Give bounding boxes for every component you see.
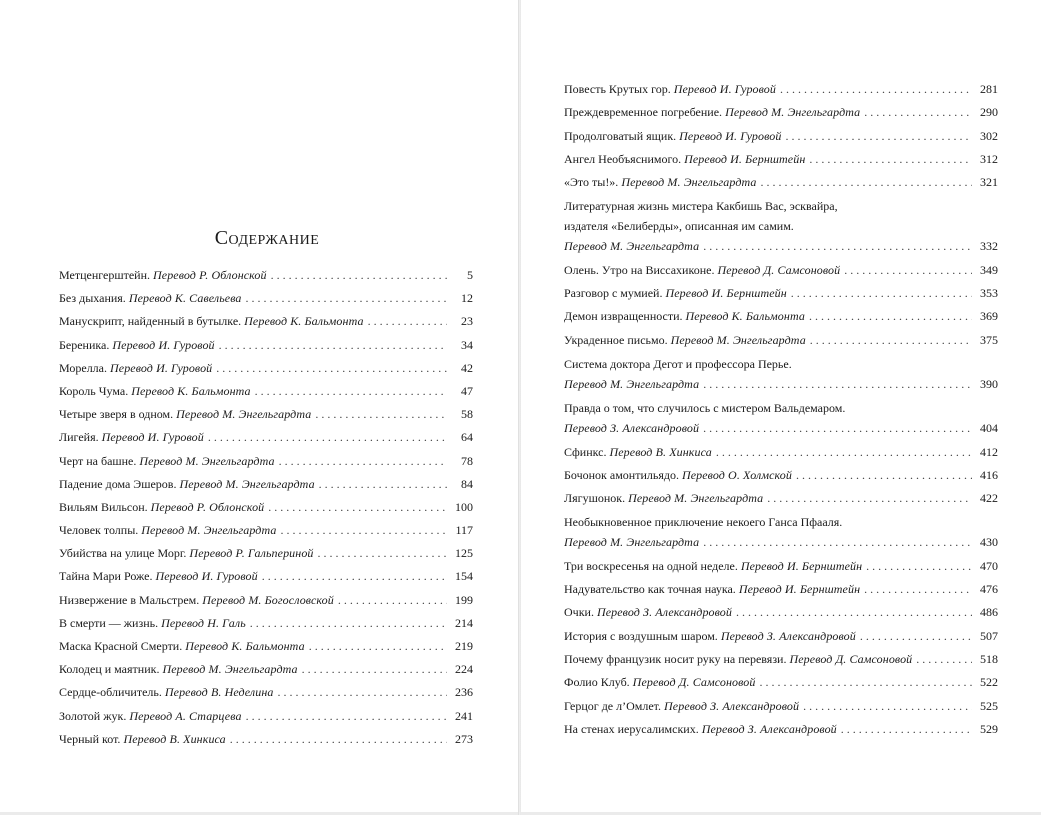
toc-entry <box>59 660 473 679</box>
toc-entry-translator: Перевод Р. Облонской <box>153 268 267 282</box>
leader-dots <box>318 544 447 563</box>
toc-entry-page: 100 <box>455 499 473 514</box>
toc-entry <box>564 557 998 576</box>
toc-entry <box>59 266 473 285</box>
toc-entry-line <box>59 382 473 401</box>
toc-entry-page: 78 <box>461 453 473 468</box>
leader-dots <box>309 637 447 656</box>
toc-entry-page: 390 <box>980 376 998 391</box>
toc-entry <box>564 627 998 646</box>
leader-dots <box>761 173 972 192</box>
toc-entry <box>564 398 998 438</box>
toc-entry-page: 430 <box>980 535 998 550</box>
toc-entry-line <box>564 580 998 599</box>
right-page <box>521 0 1041 812</box>
toc-entry-title: Лягушонок. <box>564 491 626 506</box>
toc-entry-title: Манускрипт, найденный в бутылке. <box>59 314 242 329</box>
toc-entry-line <box>59 614 473 633</box>
toc-entry-translator: Перевод И. Гуровой <box>679 128 782 143</box>
toc-entry-title-line: Правда о том, что случилось с мистером Вальдемаром. <box>564 401 846 416</box>
toc-entry-translator: Перевод К. Савельева <box>128 291 242 306</box>
toc-entry-title: Береника. <box>59 337 110 352</box>
leader-dots <box>246 289 447 308</box>
toc-entry <box>564 173 998 192</box>
toc-entry-title: Демон извращенности. <box>564 309 683 324</box>
toc-entry-title: Фолио Клуб. <box>564 675 630 690</box>
toc-entry-line <box>564 532 998 552</box>
leader-dots <box>866 557 972 576</box>
toc-entry-line <box>564 489 998 508</box>
toc-entry-line <box>564 603 998 622</box>
toc-entry-line <box>59 359 473 378</box>
toc-entry-translator: Перевод К. Бальмонта <box>685 309 805 324</box>
toc-entry-line <box>59 405 473 424</box>
toc-entry-title: Олень. Утро на Виссахиконе. <box>564 262 715 277</box>
toc-entry-title-line: издателя «Белиберды», описанная им самим. <box>564 219 794 234</box>
toc-entry-title: Продолговатый ящик. <box>564 128 677 143</box>
toc-entry-line <box>564 557 998 576</box>
toc-entry-title: Ангел Необъяснимого. <box>564 151 682 166</box>
toc-entry-line <box>59 683 473 702</box>
toc-entry-translator: Перевод З. Александровой <box>720 628 856 643</box>
toc-entry-page: 219 <box>455 639 473 653</box>
toc-entry-title-line: Литературная жизнь мистера Какбишь Вас, эсквайра, <box>564 199 838 214</box>
toc-entry-line <box>564 443 998 462</box>
toc-entry-page: 290 <box>980 105 998 120</box>
toc-entry <box>564 720 998 739</box>
toc-entry-page: 525 <box>980 698 998 713</box>
toc-entry-page: 214 <box>455 615 473 630</box>
toc-entry <box>59 336 473 355</box>
toc-entry-line <box>564 261 998 280</box>
toc-entry-title: «Это ты!». <box>564 175 619 190</box>
toc-entry <box>564 150 998 169</box>
toc-entry-page: 529 <box>980 721 998 736</box>
toc-entry-line <box>59 289 473 308</box>
toc-entry-title: Сердце-обличитель. <box>59 685 162 700</box>
toc-entry-line <box>59 452 473 471</box>
leader-dots <box>255 382 447 401</box>
toc-entry-page: 518 <box>980 651 998 666</box>
toc-entry-line <box>564 103 998 122</box>
toc-entry-line <box>59 544 473 563</box>
toc-entry-translator: Перевод Р. Облонской <box>150 499 265 514</box>
toc-entry <box>564 673 998 692</box>
toc-entry-title: Почему французик носит руку на перевязи. <box>564 651 787 666</box>
toc-entry-translator: Перевод А. Старцева <box>129 708 242 723</box>
toc-entry <box>59 289 473 308</box>
toc-entry-translator: Перевод И. Бернштейн <box>740 558 863 573</box>
leader-dots <box>809 150 972 169</box>
leader-dots <box>315 405 447 424</box>
toc-entry-line <box>564 127 998 146</box>
leader-dots <box>279 452 447 471</box>
leader-dots <box>302 660 447 679</box>
toc-entry-page: 64 <box>461 430 473 445</box>
leader-dots <box>280 521 447 540</box>
toc-entry-title: Вильям Вильсон. <box>59 499 148 514</box>
toc-entry-translator: Перевод И. Гуровой <box>112 337 215 352</box>
toc-entry-title: Маска Красной Смерти. <box>59 639 183 653</box>
toc-entry-page: 224 <box>455 662 473 677</box>
toc-entry-line <box>564 650 998 669</box>
toc-entry-page: 125 <box>455 546 473 561</box>
toc-entry <box>59 475 473 494</box>
toc-entry <box>564 603 998 622</box>
toc-entry-title: Герцог де л’Омлет. <box>564 698 662 713</box>
leader-dots <box>319 475 447 494</box>
toc-entry-translator: Перевод Д. Самсоновой <box>789 651 913 666</box>
toc-entry-line <box>564 80 998 99</box>
toc-entry <box>59 544 473 563</box>
toc-entry-title: Сфинкс. <box>564 444 607 459</box>
toc-entry-line <box>564 673 998 692</box>
leader-dots <box>803 697 972 716</box>
toc-entry <box>59 405 473 424</box>
leader-dots <box>860 627 972 646</box>
toc-entry-page: 522 <box>980 675 998 690</box>
toc-entry-line <box>564 307 998 326</box>
leader-dots <box>368 312 447 331</box>
leader-dots <box>262 567 447 586</box>
leader-dots <box>759 673 972 692</box>
toc-entry-page: 84 <box>461 476 473 491</box>
toc-entry-title: Человек толпы. <box>59 523 139 538</box>
toc-entry-line <box>564 236 998 256</box>
left-page <box>0 0 518 812</box>
toc-entry <box>564 261 998 280</box>
toc-entry-translator: Перевод Р. Гальпериной <box>189 546 314 561</box>
toc-entry-title: Без дыхания. <box>59 291 126 306</box>
toc-entry-translator: Перевод М. Энгельгардта <box>139 453 275 468</box>
leader-dots <box>230 730 447 749</box>
toc-entry-page: 58 <box>461 407 473 422</box>
leader-dots <box>278 683 447 702</box>
toc-entry-line <box>564 173 998 192</box>
toc-entry-line <box>59 312 473 331</box>
toc-entry-translator: Перевод И. Гуровой <box>673 82 776 96</box>
toc-entry-page: 375 <box>980 332 998 347</box>
toc-entry-translator: Перевод М. Энгельгардта <box>670 332 806 347</box>
toc-entry-page: 199 <box>455 592 473 607</box>
toc-entry <box>564 443 998 462</box>
leader-dots <box>246 707 447 726</box>
toc-entry-translator: Перевод Д. Самсоновой <box>717 262 841 277</box>
toc-entry-page: 422 <box>980 491 998 506</box>
leader-dots <box>864 580 972 599</box>
toc-entry-page: 42 <box>461 360 473 375</box>
toc-entry-page: 486 <box>980 605 998 620</box>
toc-entry-translator: Перевод М. Энгельгардта <box>176 407 312 422</box>
toc-entry-translator: Перевод И. Бернштейн <box>665 286 787 301</box>
leader-dots <box>219 336 447 355</box>
toc-entry-title: В смерти — жизнь. <box>59 615 159 630</box>
toc-entry-page: 302 <box>980 128 998 143</box>
toc-entry-translator: Перевод В. Неделина <box>164 685 274 700</box>
leader-dots <box>809 307 972 326</box>
toc-entry-line <box>59 660 473 679</box>
toc-entry-page: 47 <box>461 383 473 398</box>
toc-entry <box>59 312 473 331</box>
toc-entry-page: 312 <box>980 151 998 166</box>
leader-dots <box>703 374 972 394</box>
toc-entry <box>59 730 473 749</box>
leader-dots <box>703 236 972 256</box>
toc-entry-line <box>564 284 998 303</box>
leader-dots <box>785 127 972 146</box>
toc-entry-line <box>59 336 473 355</box>
toc-entry-line <box>59 707 473 726</box>
toc-entry-title: Морелла. <box>59 360 107 375</box>
toc-entry-translator: Перевод М. Энгельгардта <box>628 491 764 506</box>
toc-entry-translator: Перевод З. Александровой <box>701 721 837 736</box>
toc-entry <box>59 521 473 540</box>
toc-entry-title: Убийства на улице Морг. <box>59 546 187 561</box>
toc-entry-page: 273 <box>455 731 473 746</box>
toc-entry-translator: Перевод М. Энгельгардта <box>621 175 757 190</box>
toc-entry-line <box>564 418 998 438</box>
toc-entry-translator: Перевод З. Александровой <box>596 605 733 620</box>
toc-entry <box>59 591 473 610</box>
toc-entry-title: История с воздушным шаром. <box>564 628 718 643</box>
toc-entry-title: Повесть Крутых гор. <box>564 82 671 96</box>
toc-entry-page: 12 <box>461 291 473 306</box>
leader-dots <box>250 614 447 633</box>
toc-entry-title: Низвержение в Мальстрем. <box>59 592 200 607</box>
toc-list-right <box>564 80 998 743</box>
toc-entry-line <box>59 637 473 656</box>
leader-dots <box>208 428 447 447</box>
toc-entry-title: Надувательство как точная наука. <box>564 582 736 597</box>
toc-entry-line <box>59 428 473 447</box>
toc-entry-title: Украденное письмо. <box>564 332 668 347</box>
toc-entry-line <box>564 331 998 350</box>
toc-entry-translator: Перевод М. Богословской <box>202 592 334 607</box>
toc-entry-line <box>59 498 473 517</box>
toc-entry-title-line: Система доктора Дегот и профессора Перье. <box>564 356 792 371</box>
toc-entry <box>564 307 998 326</box>
toc-entry-line <box>564 374 998 394</box>
leader-dots <box>716 443 972 462</box>
toc-entry-translator: Перевод Н. Галь <box>161 615 246 630</box>
toc-entry <box>564 284 998 303</box>
leader-dots <box>703 532 972 552</box>
toc-entry-title: Четыре зверя в одном. <box>59 407 174 422</box>
toc-entry-page: 281 <box>980 82 998 96</box>
leader-dots <box>844 261 972 280</box>
toc-entry-line <box>564 697 998 716</box>
toc-entry-line <box>59 266 473 285</box>
toc-entry-page: 476 <box>980 582 998 597</box>
leader-dots <box>864 103 972 122</box>
leader-dots <box>338 591 447 610</box>
leader-dots <box>271 266 447 285</box>
toc-entry-translator: Перевод З. Александровой <box>564 421 700 436</box>
toc-entry-title: Три воскресенья на одной неделе. <box>564 558 738 573</box>
leader-dots <box>916 650 972 669</box>
toc-entry-page: 404 <box>980 421 998 436</box>
leader-dots <box>703 418 972 438</box>
leader-dots <box>780 80 972 99</box>
toc-entry <box>564 331 998 350</box>
toc-entry-page: 412 <box>980 444 998 459</box>
toc-entry <box>564 489 998 508</box>
toc-entry <box>59 614 473 633</box>
toc-entry-translator: Перевод И. Гуровой <box>101 430 204 445</box>
toc-entry-translator: Перевод М. Энгельгардта <box>564 239 700 254</box>
toc-entry <box>564 512 998 552</box>
leader-dots <box>796 466 972 485</box>
toc-entry-line <box>59 521 473 540</box>
toc-entry-title: Черт на башне. <box>59 453 137 468</box>
toc-entry-translator: Перевод Д. Самсоновой <box>632 675 756 690</box>
toc-entry <box>59 452 473 471</box>
leader-dots <box>268 498 447 517</box>
toc-entry <box>59 498 473 517</box>
toc-entry-line <box>59 567 473 586</box>
toc-entry-page: 332 <box>980 239 998 254</box>
toc-entry <box>564 103 998 122</box>
toc-entry-translator: Перевод К. Бальмонта <box>131 383 251 398</box>
toc-entry <box>59 567 473 586</box>
toc-entry-title: Король Чума. <box>59 383 129 398</box>
leader-dots <box>216 359 447 378</box>
toc-title: Содержание <box>214 227 320 249</box>
toc-entry-title: Колодец и маятник. <box>59 662 160 677</box>
toc-entry-page: 353 <box>980 286 998 301</box>
toc-entry-title: Тайна Мари Роже. <box>59 569 153 584</box>
toc-entry <box>564 466 998 485</box>
toc-entry-translator: Перевод М. Энгельгардта <box>162 662 298 677</box>
toc-entry <box>564 127 998 146</box>
toc-entry-page: 321 <box>980 175 998 190</box>
toc-entry <box>564 80 998 99</box>
toc-entry-translator: Перевод О. Холмской <box>681 467 792 482</box>
toc-entry <box>59 683 473 702</box>
toc-entry-page: 23 <box>461 314 473 329</box>
toc-entry <box>59 359 473 378</box>
toc-entry <box>564 196 998 256</box>
toc-entry-line <box>59 475 473 494</box>
toc-entry-translator: Перевод В. Хинкиса <box>123 731 226 746</box>
toc-entry-title: Падение дома Эшеров. <box>59 476 177 491</box>
toc-entry-page: 236 <box>455 685 473 700</box>
toc-entry-title: Очки. <box>564 605 594 620</box>
toc-list-left <box>59 266 473 753</box>
toc-entry-title: Разговор с мумией. <box>564 286 663 301</box>
toc-entry-page: 5 <box>467 268 473 282</box>
toc-entry <box>564 354 998 394</box>
toc-entry-page: 470 <box>980 558 998 573</box>
toc-entry <box>59 382 473 401</box>
toc-entry-translator: Перевод И. Гуровой <box>110 360 213 375</box>
toc-entry-line <box>564 720 998 739</box>
toc-entry-translator: Перевод М. Энгельгардта <box>179 476 315 491</box>
toc-entry-translator: Перевод З. Александровой <box>664 698 800 713</box>
leader-dots <box>736 603 972 622</box>
toc-entry-title: Лигейя. <box>59 430 99 445</box>
toc-entry-title-line: Необыкновенное приключение некоего Ганса Пфааля. <box>564 515 843 530</box>
toc-entry-title: Бочонок амонтильядо. <box>564 467 679 482</box>
leader-dots <box>810 331 972 350</box>
toc-entry <box>564 580 998 599</box>
toc-entry-page: 416 <box>980 467 998 482</box>
toc-entry-page: 507 <box>980 628 998 643</box>
toc-entry <box>564 697 998 716</box>
toc-entry-title: На стенах иерусалимских. <box>564 721 699 736</box>
toc-entry-line <box>59 730 473 749</box>
toc-entry-page: 349 <box>980 262 998 277</box>
leader-dots <box>791 284 972 303</box>
toc-entry-title: Золотой жук. <box>59 708 127 723</box>
toc-entry-line <box>564 466 998 485</box>
toc-entry-translator: Перевод К. Бальмонта <box>185 639 305 653</box>
toc-entry-translator: Перевод М. Энгельгардта <box>141 523 277 538</box>
leader-dots <box>767 489 972 508</box>
toc-entry-page: 154 <box>455 569 473 584</box>
toc-entry <box>59 707 473 726</box>
toc-entry-translator: Перевод М. Энгельгардта <box>564 376 700 391</box>
toc-entry-page: 369 <box>980 309 998 324</box>
toc-entry-translator: Перевод М. Энгельгардта <box>564 535 700 550</box>
leader-dots <box>841 720 972 739</box>
toc-entry-page: 34 <box>461 337 473 352</box>
toc-entry-page: 241 <box>455 708 473 723</box>
toc-entry-line <box>564 150 998 169</box>
toc-entry-title: Преждевременное погребение. <box>564 105 723 120</box>
toc-entry-translator: Перевод К. Бальмонта <box>244 314 364 329</box>
toc-entry <box>564 650 998 669</box>
toc-entry-title: Черный кот. <box>59 731 121 746</box>
toc-entry-line <box>59 591 473 610</box>
toc-entry-line <box>564 627 998 646</box>
toc-entry-page: 117 <box>455 523 473 538</box>
toc-entry-translator: Перевод И. Гуровой <box>155 569 258 584</box>
toc-entry <box>59 428 473 447</box>
toc-entry-translator: Перевод И. Бернштейн <box>684 151 806 166</box>
toc-entry-title: Метценгерштейн. <box>59 268 150 282</box>
toc-entry-translator: Перевод В. Хинкиса <box>609 444 712 459</box>
toc-entry-translator: Перевод И. Бернштейн <box>738 582 861 597</box>
toc-entry-translator: Перевод М. Энгельгардта <box>725 105 861 120</box>
toc-entry <box>59 637 473 656</box>
